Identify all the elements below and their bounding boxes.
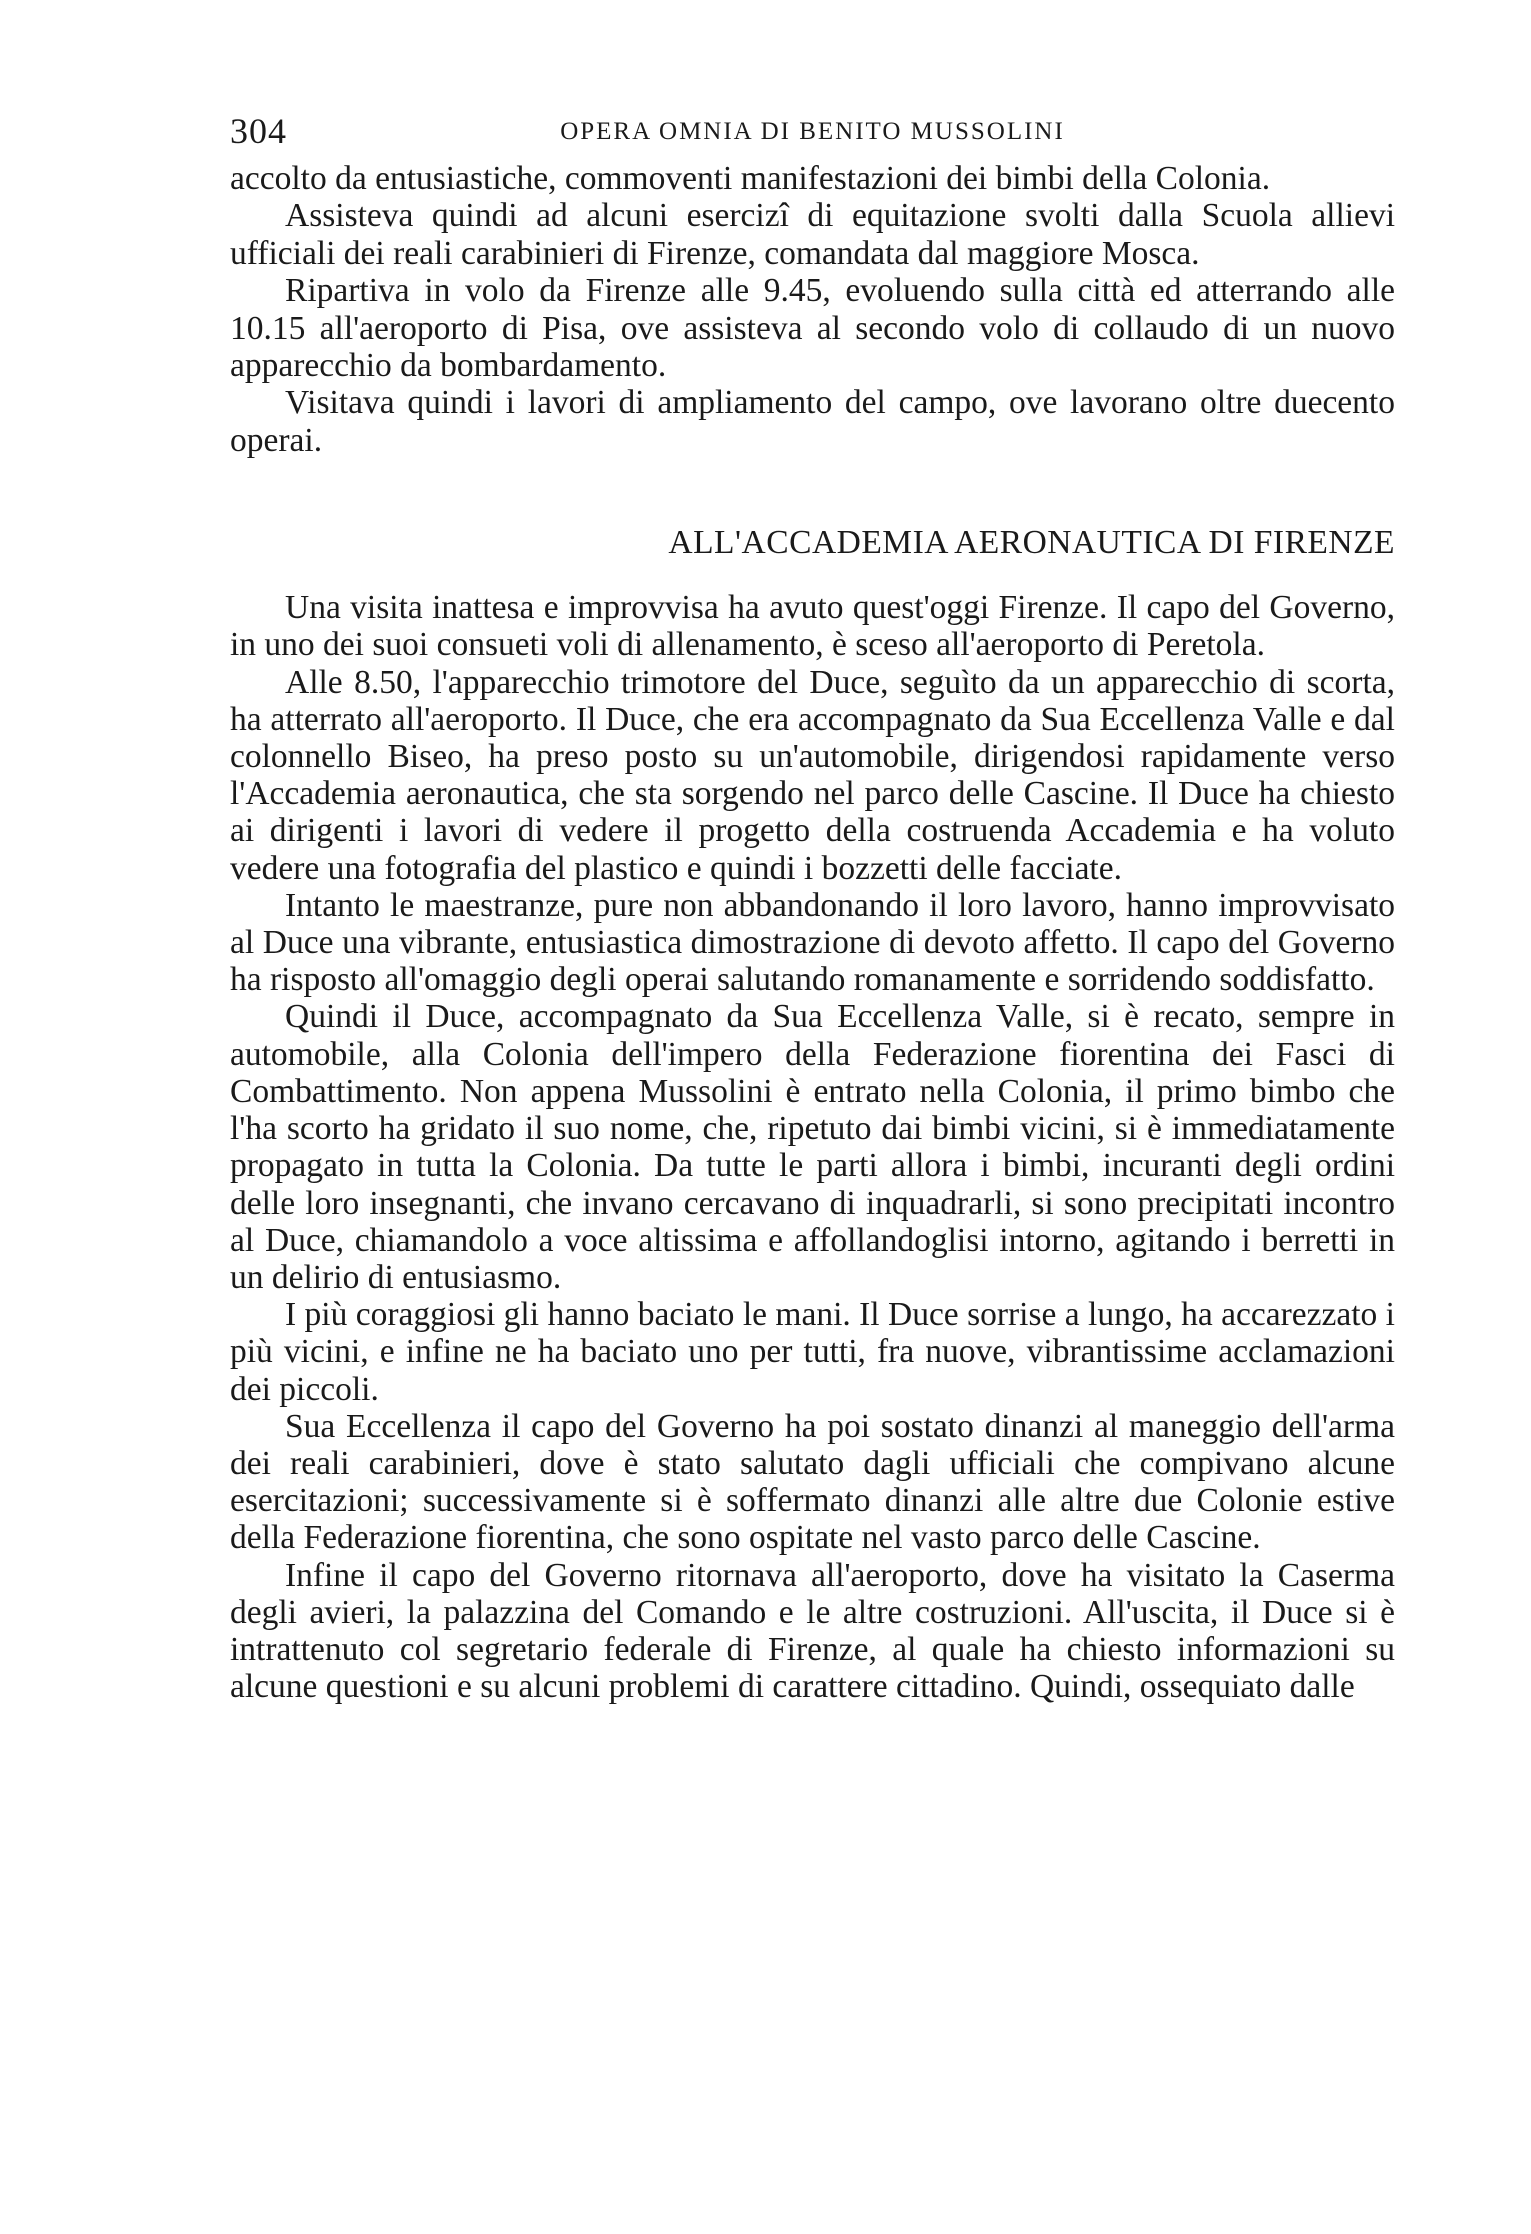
paragraph: Infine il capo del Governo ritornava all'aeroporto, dove ha visitato la Caserma degli avieri, la palazzina del Comando e le altre costruzioni. All'uscita, il Duce si è intrattenuto col segretario federale di Firenze, al quale ha chiesto informazioni su alcune questioni e su alcuni problemi di carattere cittadino. Quindi, ossequiato dalle xyxy=(230,1556,1395,1706)
page-number: 304 xyxy=(230,111,287,151)
paragraph: Intanto le maestranze, pure non abbandonando il loro lavoro, hanno improvvisato al Duce una vibrante, entusiastica dimostrazione di devoto affetto. Il capo del Governo ha risposto all'omaggio degli operai salutando romanamente e sorridendo soddisfatto. xyxy=(230,886,1395,999)
paragraph: accolto da entusiastiche, commoventi manifestazioni dei bimbi della Colonia. xyxy=(230,160,1271,197)
section-1-text xyxy=(230,160,1395,459)
running-head xyxy=(230,100,1395,160)
paragraph: Assisteva quindi ad alcuni esercizî di equitazione svolti dalla Scuola allievi ufficiali dei reali carabinieri di Firenze, comandata dal maggiore Mosca. xyxy=(230,197,1395,272)
paragraph: Alle 8.50, l'apparecchio trimotore del Duce, seguìto da un apparecchio di scorta, ha atterrato all'aeroporto. Il Duce, che era accompagnato da Sua Eccellenza Valle e dal colonnello Biseo, ha preso posto su un'automobile, dirigendosi rapidamente verso l'Accademia aeronautica, che sta sorgendo nel parco delle Cascine. Il Duce ha chiesto ai dirigenti i lavori di vedere il progetto della costruenda Accademia e ha voluto vedere una fotografia del plastico e quindi i bozzetti delle facciate. xyxy=(230,663,1395,887)
section-2-text xyxy=(230,589,1395,1705)
book-page xyxy=(230,100,1395,1705)
paragraph: Visitava quindi i lavori di ampliamento del campo, ove lavorano oltre duecento operai. xyxy=(230,384,1395,459)
paragraph: Ripartiva in volo da Firenze alle 9.45, evoluendo sulla città ed atterrando alle 10.15 all'aeroporto di Pisa, ove assisteva al secondo volo di collaudo di un nuovo apparecchio da bombardamento. xyxy=(230,272,1395,385)
paragraph: Quindi il Duce, accompagnato da Sua Eccellenza Valle, si è recato, sempre in automobile, alla Colonia dell'impero della Federazione fiorentina dei Fasci di Combattimento. Non appena Mussolini è entrato nella Colonia, il primo bimbo che l'ha scorto ha gridato il suo nome, che, ripetuto dai bimbi vicini, si è immediatamente propagato in tutta la Colonia. Da tutte le parti allora i bimbi, incuranti degli ordini delle loro insegnanti, che invano cercavano di inquadrarli, si sono precipitati incontro al Duce, chiamandolo a voce altissima e affollandoglisi intorno, agitando i berretti in un delirio di entusiasmo. xyxy=(230,998,1395,1296)
paragraph: Una visita inattesa e improvvisa ha avuto quest'oggi Firenze. Il capo del Governo, in uno dei suoi consueti voli di allenamento, è sceso all'aeroporto di Peretola. xyxy=(230,589,1395,664)
paragraph: I più coraggiosi gli hanno baciato le mani. Il Duce sorrise a lungo, ha accarezzato i più vicini, e infine ne ha baciato uno per tutti, fra nuove, vibrantissime acclamazioni dei piccoli. xyxy=(230,1296,1395,1408)
section-title: ALL'ACCADEMIA AERONAUTICA DI FIRENZE xyxy=(668,524,1395,562)
running-title: OPERA OMNIA DI BENITO MUSSOLINI xyxy=(560,118,1065,145)
paragraph: Sua Eccellenza il capo del Governo ha poi sostato dinanzi al maneggio dell'arma dei reali carabinieri, dove è stato salutato dagli ufficiali che compivano alcune esercitazioni; successivamente si è soffermato dinanzi alle altre due Colonie estive della Federazione fiorentina, che sono ospitate nel vasto parco delle Cascine. xyxy=(230,1407,1395,1557)
